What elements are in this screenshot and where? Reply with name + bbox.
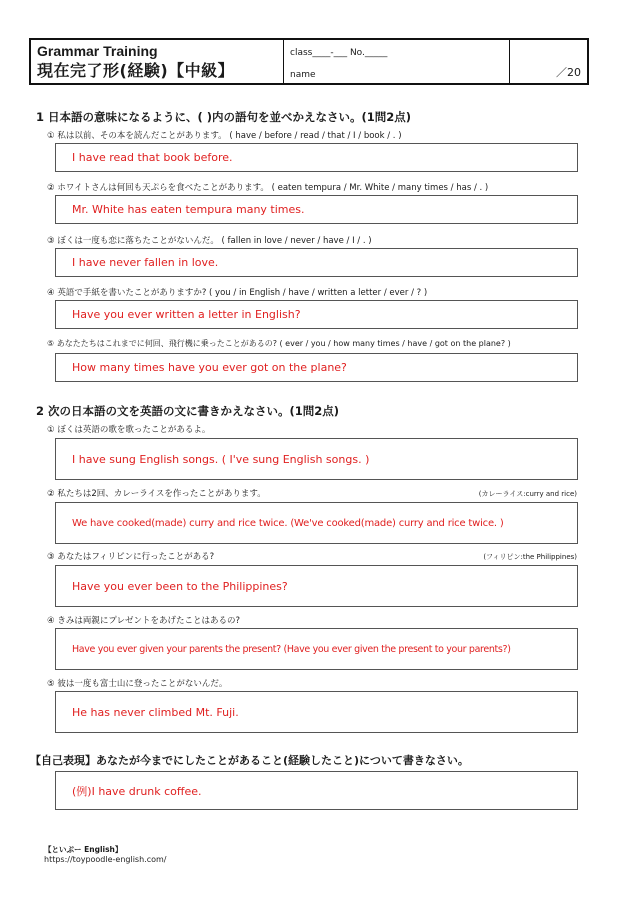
title-cell [31,40,284,83]
s2-q1-answer-box[interactable]: I have sung English songs. ( I've sung English songs. ) [55,438,578,480]
s1-q5-prompt: ⑤ あなたたちはこれまでに何回、飛行機に乗ったことがあるの? ( ever / you / how many times / have / got on the plane? ) [47,339,511,348]
s1-q2-answer-box[interactable]: Mr. White has eaten tempura many times. [55,195,578,224]
s1-q3-prompt: ③ ぼくは一度も恋に落ちたことがないんだ。 ( fallen in love / never / have / I / . ) [47,236,372,246]
s2-q3-hint: (フィリピン:the Philippines) [483,553,577,561]
s1-q1-prompt: ① 私は以前、その本を読んだことがあります。 ( have / before / read / that / I / book / . ) [47,131,402,141]
s2-q4-answer-box[interactable]: Have you ever given your parents the present? (Have you ever given the present to your parents?) [55,628,578,670]
score-cell [510,40,587,83]
s1-q5-answer-box[interactable]: How many times have you ever got on the plane? [55,353,578,382]
self-expression-answer-box[interactable]: (例)I have drunk coffee. [55,771,578,810]
s2-q3-prompt: ③ あなたはフィリピンに行ったことがある? [47,552,215,562]
score-total: ／20 [556,66,581,79]
self-expression-heading: 【自己表現】あなたが今までにしたことがあること(経験したこと)について書きなさい。 [30,754,469,767]
s2-q1-prompt: ① ぼくは英語の歌を歌ったことがあるよ。 [47,425,211,435]
s2-q4-prompt: ④ きみは両親にプレゼントをあげたことはあるの? [47,616,240,626]
s1-q1-answer-box[interactable]: I have read that book before. [55,143,578,172]
footer-brand: 【といぷー English】 [44,845,123,854]
name-field[interactable]: name [290,70,316,80]
section2-heading: 2 次の日本語の文を英語の文に書きかえなさい。(1問2点) [36,404,340,418]
section1-heading: 1 日本語の意味になるように、( )内の語句を並べかえなさい。(1問2点) [36,110,412,124]
s2-q3-answer-box[interactable]: Have you ever been to the Philippines? [55,565,578,607]
title-en: Grammar Training [37,43,158,59]
s2-q5-prompt: ⑤ 彼は一度も富士山に登ったことがないんだ。 [47,679,228,689]
header-table [29,38,589,85]
s2-q5-answer-box[interactable]: He has never climbed Mt. Fuji. [55,691,578,733]
s2-q2-hint: (カレーライス:curry and rice) [478,490,577,498]
s1-q3-answer-box[interactable]: I have never fallen in love. [55,248,578,277]
s1-q4-answer-box[interactable]: Have you ever written a letter in English? [55,300,578,329]
s1-q4-prompt: ④ 英語で手紙を書いたことがありますか? ( you / in English / have / written a letter / ever / ? ) [47,288,428,298]
class-number-field[interactable]: class____-___ No._____ [290,48,388,58]
title-ja: 現在完了形(経験)【中級】 [37,61,235,80]
s2-q2-prompt: ② 私たちは2回、カレーライスを作ったことがあります。 [47,489,266,499]
s2-q2-answer-box[interactable]: We have cooked(made) curry and rice twice. (We've cooked(made) curry and rice twice. ) [55,502,578,544]
class-name-cell [284,40,510,83]
footer-url[interactable]: https://toypoodle-english.com/ [44,855,167,864]
s1-q2-prompt: ② ホワイトさんは何回も天ぷらを食べたことがあります。 ( eaten tempura / Mr. White / many times / has / . ) [47,183,489,193]
